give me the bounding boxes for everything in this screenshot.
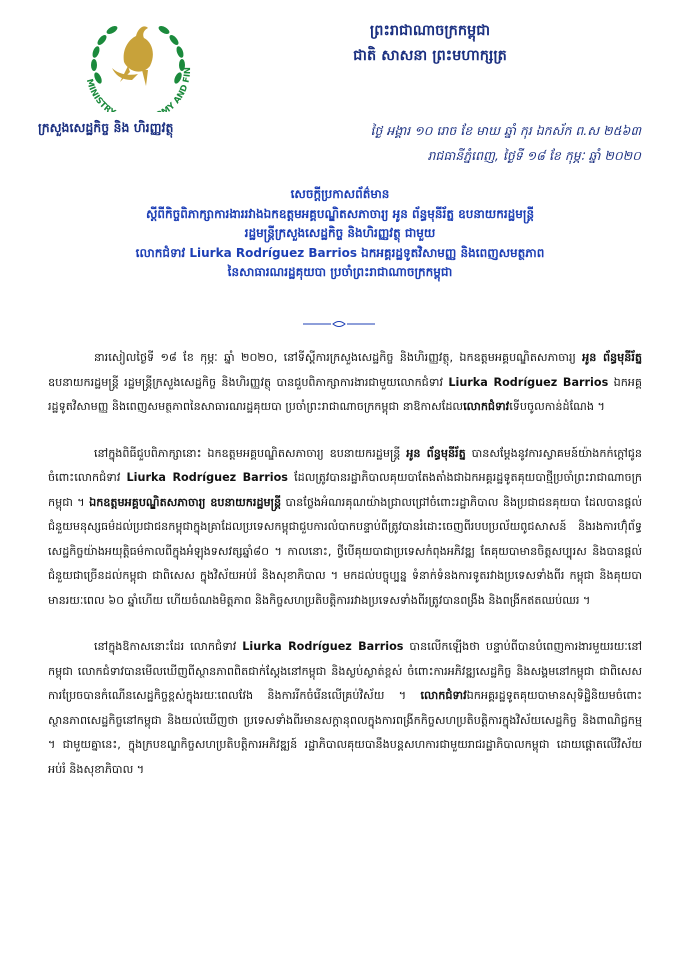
paragraph: នៅក្នុងពិធីជួបពិភាក្សានោះ ឯកឧត្តមអគ្គបណ្ឌិតសភាចារ្យ ឧបនាយករដ្ឋមន្ត្រី អូន ព័ន្ធមុនីរ័ត្ន បានសម្តែងនូវការស្វាគមន៍យ៉ាងកក់ក្តៅជូនចំពោះលោកជំទាវ Liurka Rodríguez Barrios ដែលត្រូវបានរដ្ឋាភិបាលគុយបាតែងតាំងជាឯកអគ្គរដ្ឋទូតគុយបាថ្មីប្រចាំព្រះរាជាណាចក្រកម្ពុជា ។ ឯកឧត្តមអគ្គបណ្ឌិតសភាចារ្យ ឧបនាយករដ្ឋមន្ត្រី បានថ្លែងអំណរគុណយ៉ាងជ្រាលជ្រៅចំពោះរដ្ឋាភិបាល និងប្រជាជនគុយបា ដែលបានផ្តល់ជំនួយមនុស្សធម៌ដល់ប្រជាជនកម្ពុជាក្នុងគ្រាដែលប្រទេសកម្ពុជាជួបការលំបាកបន្ទាប់ពីត្រូវបានរំដោះចេញពីរបបប្រល័យពូជសាសន៍ និងរងការហ៊ុំព័ទ្ធសេដ្ឋកិច្ចយ៉ាងអយុត្តិធម៌កាលពីក្នុងអំឡុងទសវត្សឆ្នាំ៨០ ។ កាលនោះ, ថ្វីបើគុយបាជាប្រទេសកំពុងអភិវឌ្ឍ តែគុយបាមានចិត្តសប្បុរស និងបានផ្តល់ជំនួយជាច្រើនដល់កម្ពុជា ជាពិសេស ក្នុងវិស័យអប់រំ និងសុខាភិបាល ។ មកដល់បច្ចុប្បន្ន ទំនាក់ទំនងការទូតរវាងប្រទេសទាំងពីរ កម្ពុជា និងគុយបា មានរយៈពេល ៦០ ឆ្នាំហើយ ហើយចំណងមិត្តភាព និងកិច្ចសហប្រតិបត្តិការរវាងប្រទេសទាំងពីរត្រូវបានពង្រឹង និងពង្រីកឥតឈប់ឈរ ។ — [48, 446, 643, 607]
paragraph: នារសៀលថ្ងៃទី ១៨ ខែ កុម្ភៈ ឆ្នាំ ២០២០, នៅទីស្តីការក្រសួងសេដ្ឋកិច្ច និងហិរញ្ញវត្ថុ, ឯកឧត្តមអគ្គបណ្ឌិតសភាចារ្យ អូន ព័ន្ធមុនីរ័ត្ន ឧបនាយករដ្ឋមន្ត្រី រដ្ឋមន្ត្រីក្រសួងសេដ្ឋកិច្ច និងហិរញ្ញវត្ថុ បានជួបពិភាក្សាការងារជាមួយលោកជំទាវ Liurka Rodríguez Barrios ឯកអគ្គរដ្ឋទូតវិសាមញ្ញ និងពេញសមត្ថភាពនៃសាធារណរដ្ឋគុយបា ប្រចាំព្រះរាជាណាចក្រកម្ពុជា នាឱកាសដែលលោកជំទាវទើបចូលកាន់ដំណែង ។ — [48, 351, 643, 413]
place-date: រាជធានីភ្នំពេញ, ថ្ងៃទី ១៨ ខែ កុម្ភៈ ឆ្នាំ ២០២០ — [427, 148, 641, 163]
title-line: រដ្ឋមន្ត្រីក្រសួងសេដ្ឋកិច្ច និងហិរញ្ញវត្ថុ ជាមួយ — [244, 226, 436, 240]
paragraph: នៅក្នុងឱកាសនោះដែរ លោកជំទាវ Liurka Rodríguez Barrios បានលើកឡើងថា បន្ទាប់ពីបានបំពេញការងារមួយរយៈនៅកម្ពុជា លោកជំទាវបានមើលឃើញពីស្ថានភាពពិតជាក់ស្តែងនៅកម្ពុជា និងស្ងប់ស្ងាត់ខ្ពស់ ចំពោះការអភិវឌ្ឍសេដ្ឋកិច្ច និងសង្គមនៅកម្ពុជា ជាពិសេស ការប្រែចបានកំណើនសេដ្ឋកិច្ចខ្ពស់ក្នុងរយៈពេលវែង និងការរីកចំរើនលើគ្រប់វិស័យ ។ លោកជំទាវឯកអគ្គរដ្ឋទូតគុយបាមានសុទិដ្ឋិនិយមចំពោះស្ថានភាពសេដ្ឋកិច្ចនៅកម្ពុជា និងយល់ឃើញថា ប្រទេសទាំងពីរមានសក្តានុពលក្នុងការពង្រីកកិច្ចសហប្រតិបត្តិការក្នុងវិស័យសេដ្ឋកិច្ច និងពាណិជ្ជកម្ម ។ ជាមួយគ្នានេះ, ក្នុងក្របខណ្ឌកិច្ចសហប្រតិបត្តិការអភិវឌ្ឍន៍ រដ្ឋាភិបាលគុយបានឹងបន្តសហការជាមួយរាជរដ្ឋាភិបាលកម្ពុជា ដោយផ្តោតលើវិស័យអប់រំ និងសុខាភិបាល ។ — [48, 640, 642, 776]
kingdom-heading — [250, 20, 610, 67]
title-line: ស្តីពីកិច្ចពិភាក្សាការងាររវាងឯកឧត្តមអគ្គបណ្ឌិតសភាចារ្យ អូន ព័ន្ធមុនីរ័ត្ន ឧបនាយករដ្ឋមន្ត្រី — [145, 206, 535, 221]
kingdom-name: ព្រះរាជាណាចក្រកម្ពុជា — [369, 22, 491, 39]
title-line: លោកជំទាវ Liurka Rodríguez Barrios ឯកអគ្គរដ្ឋទូតវិសាមញ្ញ និងពេញសមត្ថភាព — [135, 245, 545, 260]
title-line: នៃសាធារណរដ្ឋគុយបា ប្រចាំព្រះរាជាណាចក្រកម្ពុជា — [227, 265, 453, 279]
ministry-name: ក្រសួងសេដ្ឋកិច្ច និង ហិរញ្ញវត្ថុ — [38, 120, 174, 135]
national-motto: ជាតិ សាសនា ព្រះមហាក្សត្រ — [353, 47, 507, 64]
document-body — [48, 346, 642, 804]
ministry-logo — [72, 10, 204, 112]
logo-caption: MINISTR MY AND FIN — [83, 66, 194, 112]
title-line: សេចក្តីប្រកាសព័ត៌មាន — [290, 187, 390, 201]
ornament-divider — [303, 314, 375, 324]
press-release-title — [40, 185, 640, 283]
date-block — [261, 118, 641, 168]
lunar-date: ថ្ងៃ អង្គារ ១០ រោច ខែ មាឃ ឆ្នាំ កុរ ឯកស័ក ព.ស ២៥៦៣ — [370, 123, 641, 138]
